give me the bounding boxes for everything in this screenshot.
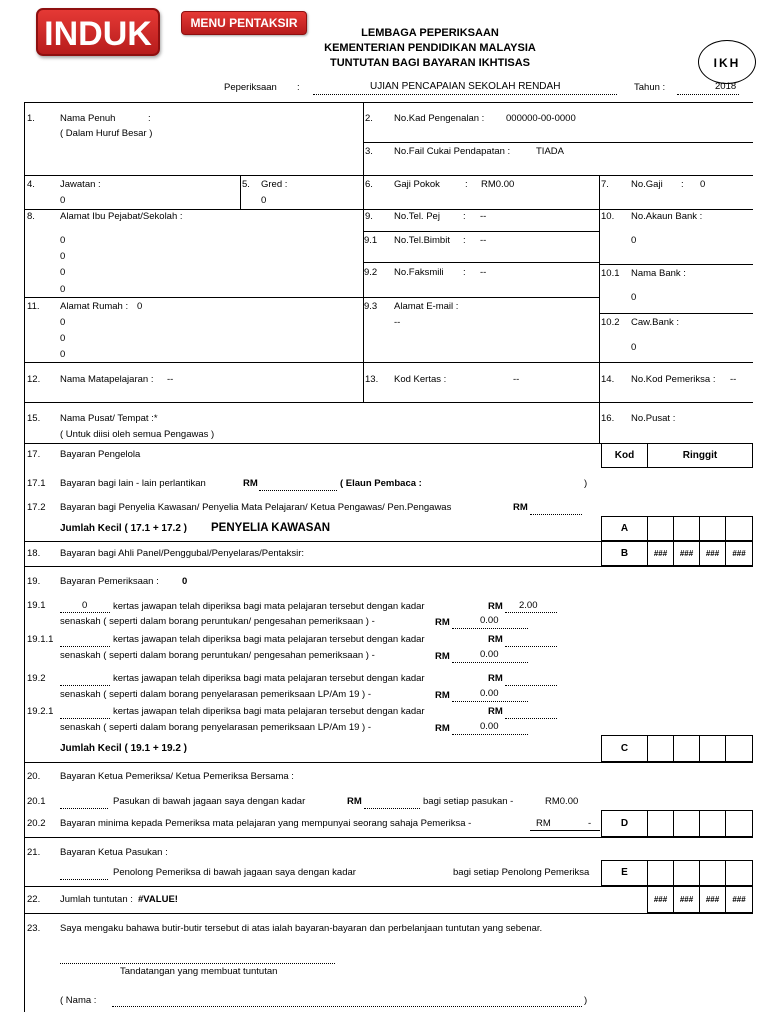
- f91-value[interactable]: --: [480, 235, 487, 246]
- f1921-amount[interactable]: 0.00: [480, 721, 499, 732]
- f2-label: No.Kad Pengenalan :: [394, 113, 485, 124]
- f7-colon: :: [681, 179, 684, 190]
- f14-num: 14.: [601, 374, 615, 385]
- ringgit-cell[interactable]: ###: [647, 886, 674, 913]
- f202-num: 20.2: [27, 818, 46, 829]
- f1921-rate-field[interactable]: [505, 718, 557, 719]
- header-line-2: KEMENTERIAN PENDIDIKAN MALAYSIA: [324, 42, 536, 54]
- f7-label: No.Gaji: [631, 179, 663, 190]
- f8-line[interactable]: 0: [60, 235, 66, 246]
- f1-num: 1.: [27, 113, 35, 124]
- tahun-label: Tahun :: [634, 82, 666, 93]
- f14-label: No.Kod Pemeriksa :: [631, 374, 716, 385]
- f21-text2: bagi setiap Penolong Pemeriksa: [453, 867, 590, 878]
- f5-value[interactable]: 0: [261, 195, 267, 206]
- f1921-rm2: RM: [435, 723, 450, 734]
- f191-rm: RM: [488, 601, 503, 612]
- f191-qty[interactable]: 0: [82, 600, 88, 611]
- f91-num: 9.1: [364, 235, 378, 246]
- f2-num: 2.: [365, 113, 373, 124]
- f8-num: 8.: [27, 211, 35, 222]
- f1-colon: :: [148, 113, 151, 124]
- ringgit-cell[interactable]: [725, 810, 753, 837]
- ringgit-cell[interactable]: [673, 735, 700, 762]
- f1921-line2: senaskah ( seperti dalam borang penyelarasan pemeriksaan LP/Am 19 ) -: [60, 722, 372, 733]
- f171-close: ): [584, 478, 588, 489]
- f1911-num: 19.1.1: [27, 634, 54, 645]
- ringgit-cell[interactable]: [699, 810, 726, 837]
- f6-colon: :: [465, 179, 468, 190]
- nama-label: ( Nama :: [60, 995, 97, 1006]
- f18-label: Bayaran bagi Ahli Panel/Penggubal/Penyelaras/Pentaksir:: [60, 548, 304, 559]
- exam-colon: :: [297, 82, 300, 93]
- f191-rate[interactable]: 2.00: [519, 600, 538, 611]
- f21-label: Bayaran Ketua Pasukan :: [60, 847, 168, 858]
- menu-pentaksir-button[interactable]: MENU PENTAKSIR: [181, 11, 307, 35]
- nama-field[interactable]: [112, 1006, 582, 1007]
- f6-value[interactable]: RM0.00: [481, 179, 515, 190]
- f11-line[interactable]: 0: [60, 349, 66, 360]
- f15-num: 15.: [27, 413, 41, 424]
- f22-num: 22.: [27, 894, 41, 905]
- f1911-rm2: RM: [435, 651, 450, 662]
- ikh-logo: IKH: [698, 40, 756, 84]
- f92-num: 9.2: [364, 267, 378, 278]
- f93-value[interactable]: --: [394, 317, 401, 328]
- f201-qty-field[interactable]: [60, 808, 108, 809]
- jk1-label: Jumlah Kecil ( 17.1 + 17.2 ): [60, 523, 188, 534]
- f201-text: Pasukan di bawah jagaan saya dengan kadar: [113, 796, 306, 807]
- ringgit-cell[interactable]: ###: [699, 886, 726, 913]
- ringgit-cell[interactable]: [673, 860, 700, 886]
- f5-label: Gred :: [261, 179, 288, 190]
- f92-label: No.Faksmili: [394, 267, 444, 278]
- f19-label: Bayaran Pemeriksaan :: [60, 576, 159, 587]
- f3-num: 3.: [365, 146, 373, 157]
- f11-label: Alamat Rumah :: [60, 301, 129, 312]
- f22-value: #VALUE!: [138, 894, 178, 905]
- f3-label: No.Fail Cukai Pendapatan :: [394, 146, 511, 157]
- jk2-label: Jumlah Kecil ( 19.1 + 19.2 ): [60, 743, 188, 754]
- code-b: B: [601, 541, 648, 566]
- f171-elaun: ( Elaun Pembaca :: [340, 478, 422, 489]
- f9-num: 9.: [365, 211, 373, 222]
- f7-value[interactable]: 0: [700, 179, 706, 190]
- f19-value: 0: [182, 576, 188, 587]
- signature-label: Tandatangan yang membuat tuntutan: [120, 966, 278, 977]
- f92-colon: :: [463, 267, 466, 278]
- header-title: TUNTUTAN BAGI BAYARAN IKHTISAS: [329, 57, 531, 69]
- f202-text: Bayaran minima kepada Pemeriksa mata pelajaran yang mempunyai seorang sahaja Pemeriksa -: [60, 818, 472, 829]
- ringgit-cell[interactable]: [647, 810, 674, 837]
- f12-label: Nama Matapelajaran :: [60, 374, 154, 385]
- f1921-num: 19.2.1: [27, 706, 54, 717]
- header-line-1: LEMBAGA PEPERIKSAAN: [361, 27, 499, 39]
- f1921-text: kertas jawapan telah diperiksa bagi mata pelajaran tersebut dengan kadar: [113, 706, 425, 717]
- ringgit-cell[interactable]: ###: [673, 886, 700, 913]
- f171-label: Bayaran bagi lain - lain perlantikan: [60, 478, 206, 489]
- f192-qty-field[interactable]: [60, 685, 110, 686]
- f10-value[interactable]: 0: [631, 235, 637, 246]
- ringgit-cell[interactable]: [725, 735, 753, 762]
- f11-num: 11.: [27, 301, 40, 312]
- f171-rm: RM: [243, 478, 258, 489]
- f101-label: Nama Bank :: [631, 268, 686, 279]
- f192-rate-field[interactable]: [505, 685, 557, 686]
- f13-label: Kod Kertas :: [394, 374, 447, 385]
- ringgit-cell[interactable]: [699, 735, 726, 762]
- exam-label: Peperiksaan: [224, 82, 277, 93]
- f191-rm2: RM: [435, 617, 450, 628]
- f22-label: Jumlah tuntutan :: [60, 894, 133, 905]
- f192-amount[interactable]: 0.00: [480, 688, 499, 699]
- induk-button[interactable]: INDUK: [36, 8, 160, 56]
- f1911-amount[interactable]: 0.00: [480, 649, 499, 660]
- f21-num: 21.: [27, 847, 41, 858]
- f192-num: 19.2: [27, 673, 46, 684]
- f1911-rate-field[interactable]: [505, 646, 557, 647]
- f4-label: Jawatan :: [60, 179, 101, 190]
- f19-num: 19.: [27, 576, 41, 587]
- f192-rm: RM: [488, 673, 503, 684]
- f21-qty-field[interactable]: [60, 879, 108, 880]
- ringgit-cell[interactable]: ###: [673, 541, 700, 566]
- signature-field[interactable]: [60, 963, 335, 964]
- ringgit-cell[interactable]: [647, 860, 674, 886]
- f17-num: 17.: [27, 449, 41, 460]
- tahun-value[interactable]: 2018: [715, 81, 737, 92]
- f93-label: Alamat E-mail :: [394, 301, 459, 312]
- f1911-qty-field[interactable]: [60, 646, 110, 647]
- f191-num: 19.1: [27, 600, 46, 611]
- f191-line2: senaskah ( seperti dalam borang peruntukan/ pengesahan pemeriksaan ) -: [60, 616, 375, 627]
- code-c: C: [601, 735, 648, 762]
- f8-line[interactable]: 0: [60, 284, 66, 295]
- ringgit-cell[interactable]: ###: [647, 541, 674, 566]
- f8-line[interactable]: 0: [60, 251, 66, 262]
- ringgit-cell[interactable]: [725, 860, 753, 886]
- f13-value[interactable]: --: [513, 374, 520, 385]
- f4-num: 4.: [27, 179, 35, 190]
- ringgit-cell[interactable]: ###: [699, 541, 726, 566]
- f15-sub: ( Untuk diisi oleh semua Pengawas ): [60, 429, 215, 440]
- f202-dash: -: [588, 818, 592, 829]
- f101-value[interactable]: 0: [631, 292, 637, 303]
- f101-num: 10.1: [601, 268, 620, 279]
- ringgit-cell[interactable]: [699, 516, 726, 541]
- f3-value[interactable]: TIADA: [536, 146, 564, 157]
- f91-colon: :: [463, 235, 466, 246]
- f6-label: Gaji Pokok: [394, 179, 440, 190]
- f201-rm: RM: [347, 796, 362, 807]
- f1921-rm: RM: [488, 706, 503, 717]
- nama-close: ): [584, 995, 588, 1006]
- f7-num: 7.: [601, 179, 609, 190]
- f1911-rm: RM: [488, 634, 503, 645]
- f201-text2: bagi setiap pasukan -: [423, 796, 514, 807]
- f11-line[interactable]: 0: [60, 333, 66, 344]
- f171-num: 17.1: [27, 478, 46, 489]
- f172-rm: RM: [513, 502, 528, 513]
- f8-label: Alamat Ibu Pejabat/Sekolah :: [60, 211, 183, 222]
- exam-value[interactable]: UJIAN PENCAPAIAN SEKOLAH RENDAH: [370, 81, 561, 92]
- f9-label: No.Tel. Pej: [394, 211, 440, 222]
- kod-header: Kod: [601, 443, 648, 468]
- f12-value[interactable]: --: [167, 374, 174, 385]
- f10-label: No.Akaun Bank :: [631, 211, 703, 222]
- f172-label: Bayaran bagi Penyelia Kawasan/ Penyelia Mata Pelajaran/ Ketua Pengawas/ Pen.Pengawas: [60, 502, 452, 513]
- f20-num: 20.: [27, 771, 41, 782]
- f4-value[interactable]: 0: [60, 195, 66, 206]
- f1911-line2: senaskah ( seperti dalam borang peruntukan/ pengesahan pemeriksaan ) -: [60, 650, 375, 661]
- f1-label: Nama Penuh: [60, 113, 116, 124]
- f192-text: kertas jawapan telah diperiksa bagi mata pelajaran tersebut dengan kadar: [113, 673, 425, 684]
- f192-line2: senaskah ( seperti dalam borang penyelarasan pemeriksaan LP/Am 19 ) -: [60, 689, 372, 700]
- ringgit-cell[interactable]: [673, 810, 700, 837]
- f18-num: 18.: [27, 548, 41, 559]
- ringgit-cell[interactable]: ###: [725, 886, 753, 913]
- f2-value[interactable]: 000000-00-0000: [506, 113, 576, 124]
- f16-label: No.Pusat :: [631, 413, 676, 424]
- f20-label: Bayaran Ketua Pemeriksa/ Ketua Pemeriksa Bersama :: [60, 771, 294, 782]
- f201-rate-field[interactable]: [364, 808, 420, 809]
- f191-text: kertas jawapan telah diperiksa bagi mata pelajaran tersebut dengan kadar: [113, 601, 425, 612]
- f16-num: 16.: [601, 413, 615, 424]
- f91-label: No.Tel.Bimbit: [394, 235, 450, 246]
- f13-num: 13.: [365, 374, 379, 385]
- f1-sub: ( Dalam Huruf Besar ): [60, 128, 153, 139]
- f172-amount-field[interactable]: [530, 514, 582, 515]
- f102-value[interactable]: 0: [631, 342, 637, 353]
- f171-amount-field[interactable]: [259, 490, 337, 491]
- f1921-qty-field[interactable]: [60, 718, 110, 719]
- f11-value[interactable]: 0: [137, 301, 143, 312]
- f201-value[interactable]: RM0.00: [545, 796, 579, 807]
- ringgit-cell[interactable]: [673, 516, 700, 541]
- code-a: A: [601, 516, 648, 541]
- ringgit-cell[interactable]: ###: [725, 541, 753, 566]
- f8-line[interactable]: 0: [60, 267, 66, 278]
- f192-rm2: RM: [435, 690, 450, 701]
- f201-num: 20.1: [27, 796, 46, 807]
- code-e: E: [601, 860, 648, 886]
- f23-text: Saya mengaku bahawa butir-butir tersebut di atas ialah bayaran-bayaran dan perbelanjaan tuntutan yang sebenar.: [60, 923, 543, 934]
- f21-text: Penolong Pemeriksa di bawah jagaan saya dengan kadar: [113, 867, 356, 878]
- f202-value[interactable]: RM: [536, 818, 551, 829]
- ringgit-header: Ringgit: [647, 443, 753, 468]
- jk1-role: PENYELIA KAWASAN: [211, 522, 331, 534]
- f14-value[interactable]: --: [730, 374, 737, 385]
- ringgit-cell[interactable]: [725, 516, 753, 541]
- f5-num: 5.: [242, 179, 250, 190]
- f102-num: 10.2: [601, 317, 620, 328]
- f92-value[interactable]: --: [480, 267, 487, 278]
- f1911-text: kertas jawapan telah diperiksa bagi mata pelajaran tersebut dengan kadar: [113, 634, 425, 645]
- ringgit-cell[interactable]: [647, 735, 674, 762]
- f191-amount[interactable]: 0.00: [480, 615, 499, 626]
- ringgit-cell[interactable]: [647, 516, 674, 541]
- f17-label: Bayaran Pengelola: [60, 449, 141, 460]
- f6-num: 6.: [365, 179, 373, 190]
- ringgit-cell[interactable]: [699, 860, 726, 886]
- f9-value[interactable]: --: [480, 211, 487, 222]
- code-d: D: [601, 810, 648, 837]
- f102-label: Caw.Bank :: [631, 317, 680, 328]
- f172-num: 17.2: [27, 502, 46, 513]
- f23-num: 23.: [27, 923, 41, 934]
- f11-line[interactable]: 0: [60, 317, 66, 328]
- f12-num: 12.: [27, 374, 41, 385]
- f93-num: 9.3: [364, 301, 378, 312]
- f10-num: 10.: [601, 211, 615, 222]
- f15-label: Nama Pusat/ Tempat :*: [60, 413, 158, 424]
- f9-colon: :: [463, 211, 466, 222]
